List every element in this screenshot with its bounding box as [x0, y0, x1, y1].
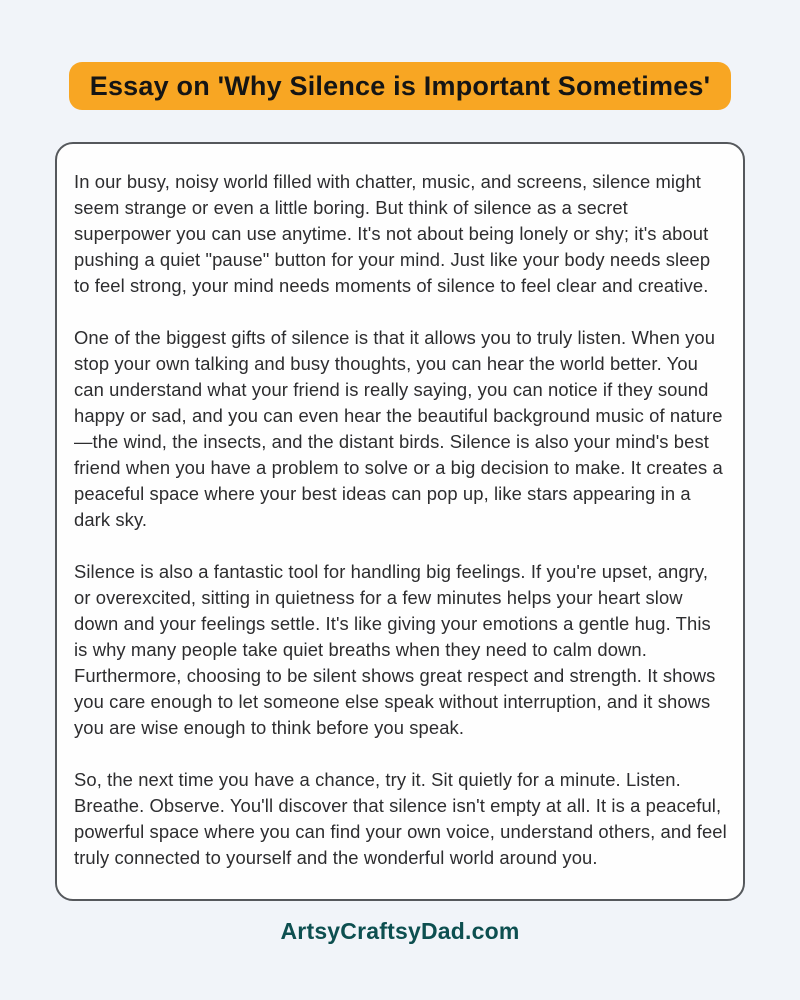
site-branding: ArtsyCraftsyDad.com	[280, 918, 520, 944]
essay-body-card	[55, 142, 745, 901]
footer-row	[0, 918, 800, 945]
essay-paragraph-1: In our busy, noisy world filled with chatter, music, and screens, silence might seem strange or even a little boring. But think of silence as a secret superpower you can use anytime. It's not about being lonely or shy; it's about pushing a quiet "pause" button for your mind. Just like your body needs sleep to feel strong, your mind needs moments of silence to feel clear and creative.	[74, 171, 711, 296]
essay-paragraph-4: So, the next time you have a chance, try it. Sit quietly for a minute. Listen. Breathe. Observe. You'll discover that silence isn't empty at all. It is a peaceful, powerful space where you can find your own voice, understand others, and feel truly connected to yourself and the wonderful world around you.	[74, 769, 727, 868]
essay-title: Essay on 'Why Silence is Important Sometimes'	[69, 62, 732, 110]
essay-paragraph-3: Silence is also a fantastic tool for handling big feelings. If you're upset, angry, or overexcited, sitting in quietness for a few minutes helps your heart slow down and your feelings settle. It's like giving your emotions a gentle hug. This is why many people take quiet breaths when they need to calm down. Furthermore, choosing to be silent shows great respect and strength. It shows you care enough to let someone else speak without interruption, and it shows you are wise enough to think before you speak.	[74, 561, 716, 738]
essay-paragraph-2: One of the biggest gifts of silence is that it allows you to truly listen. When you stop your own talking and busy thoughts, you can hear the world better. You can understand what your friend is really saying, you can notice if they sound happy or sad, and you can even hear the beautiful background music of nature—the wind, the insects, and the distant birds. Silence is also your mind's best friend when you have a problem to solve or a big decision to make. It creates a peaceful space where your best ideas can pop up, like stars appearing in a dark sky.	[74, 327, 723, 530]
title-row	[0, 0, 800, 110]
